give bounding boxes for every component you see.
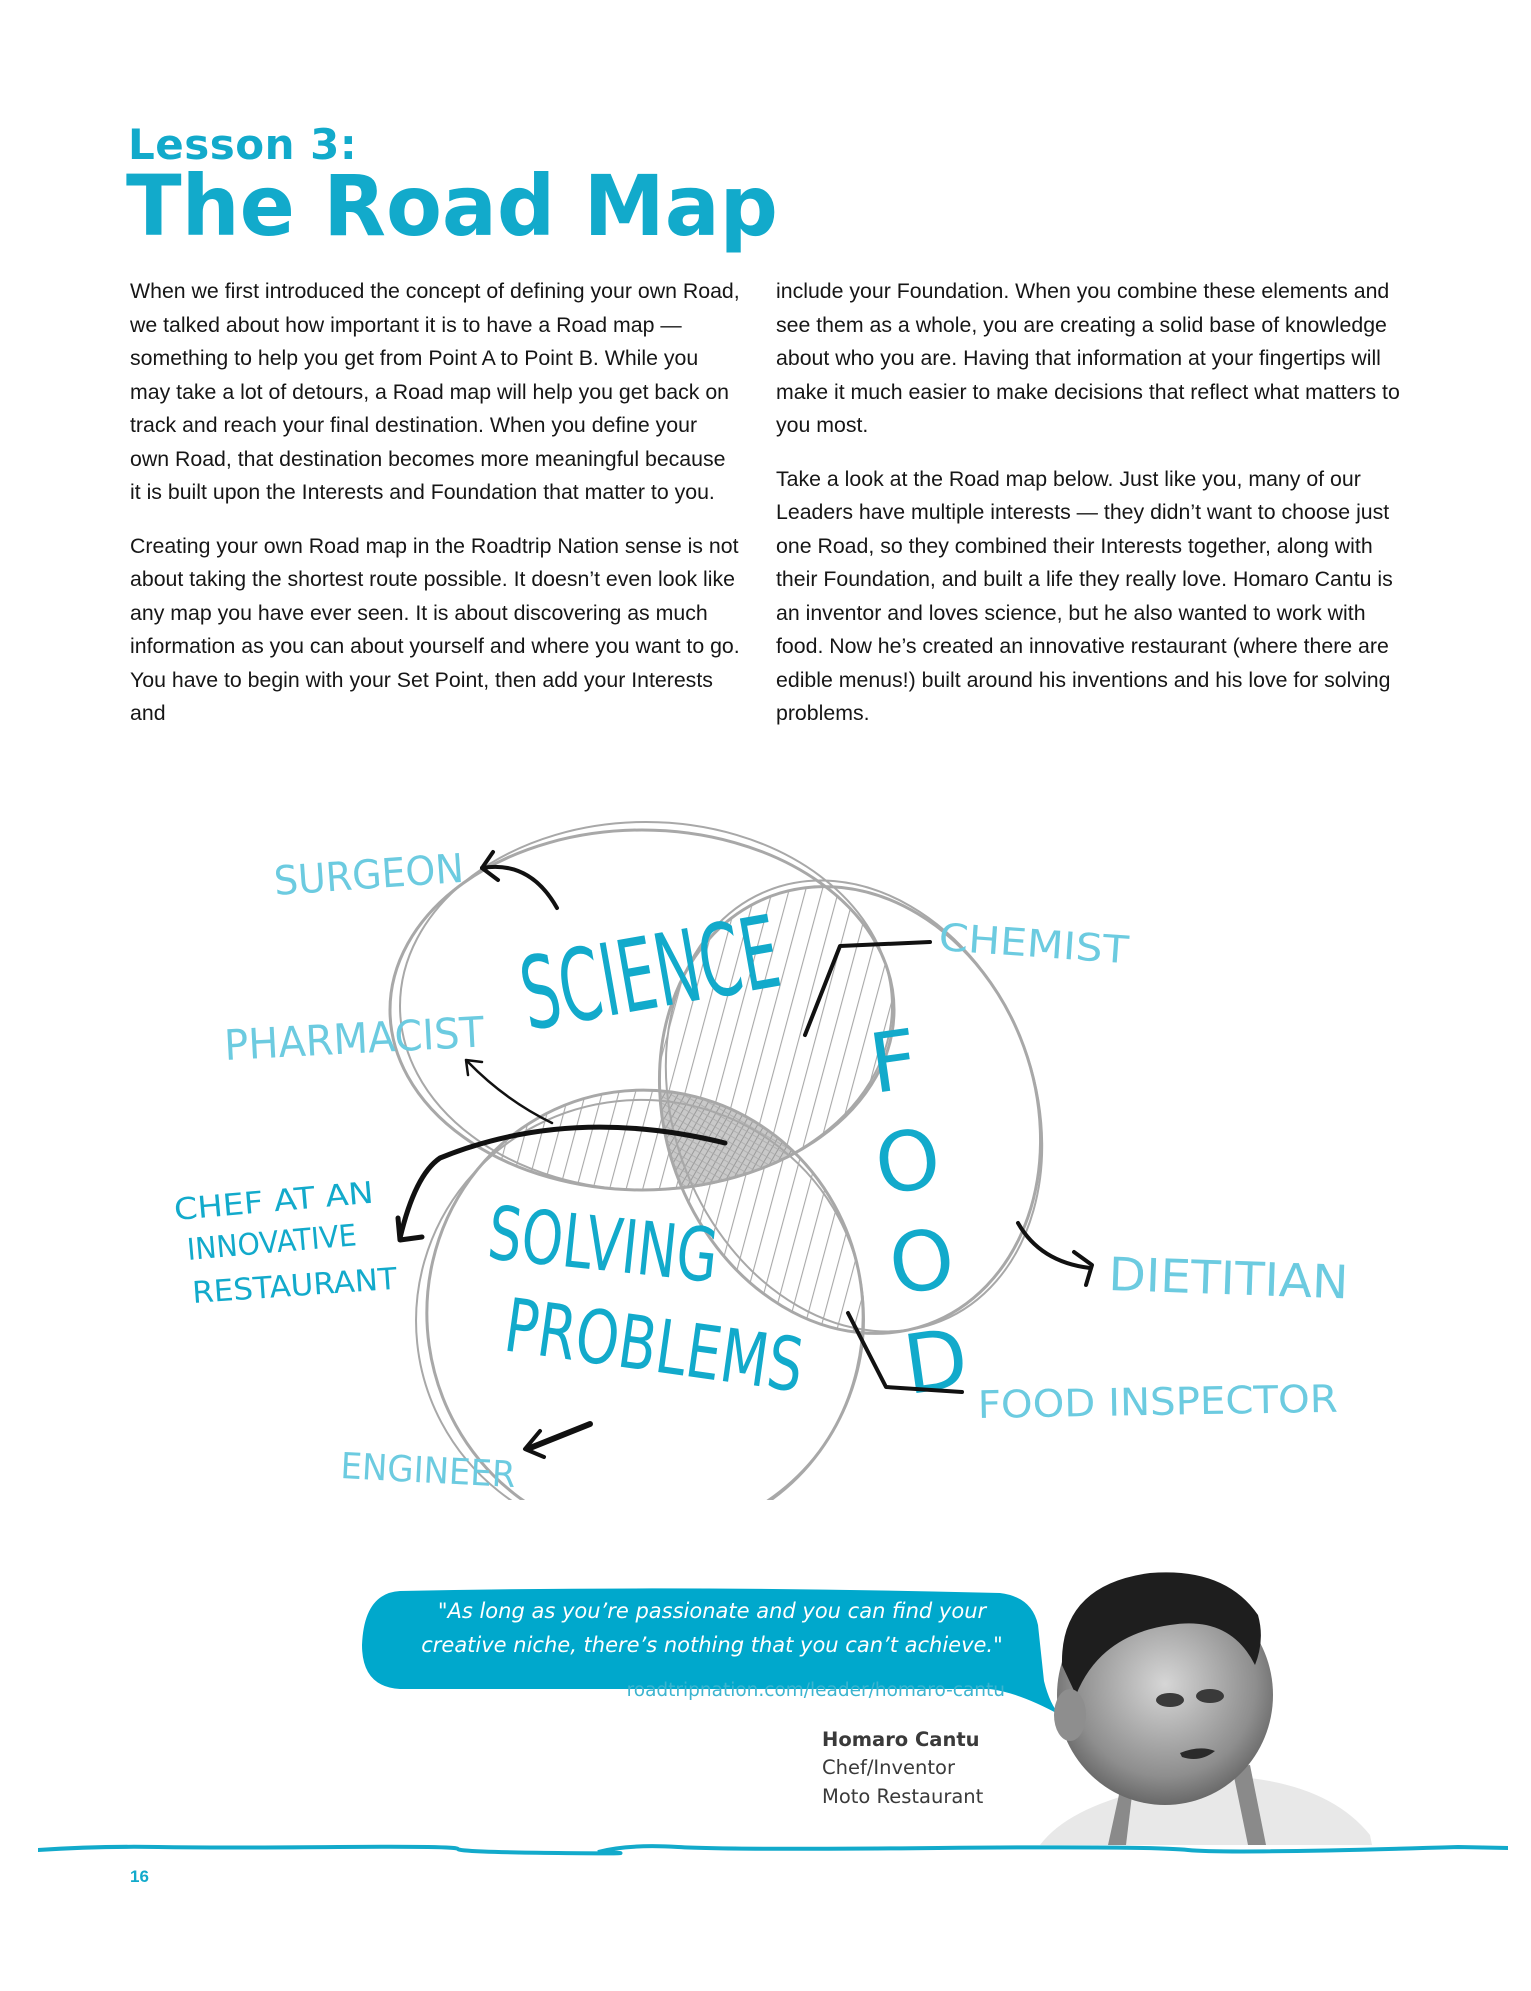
career-pharmacist: PHARMACIST [222, 1006, 499, 1070]
leader-name: Homaro Cantu [822, 1728, 980, 1751]
paragraph: Take a look at the Road map below. Just like you, many of our Leaders have multiple interests — they didn’t want to choose just one Road, so they combined their Interests together, along with their Foundation, and built a life they really love. Homaro Cantu is an inventor and loves science, but he also wanted to work with food. Now he’s created an innovative restaurant (where there are edible menus!) built around his inventions and his love for solving problems. [776, 466, 1393, 725]
leader-role: Chef/Inventor [822, 1756, 956, 1779]
arrow-to-engineer [530, 1424, 590, 1448]
arrow-to-surgeon [482, 867, 557, 908]
eye-right [1196, 1689, 1224, 1703]
body-column-right [776, 275, 1401, 751]
body-column-left [130, 275, 740, 751]
career-surgeon: SURGEON [272, 845, 476, 905]
page-title: The Road Map [126, 157, 779, 255]
leader-organization: Moto Restaurant [822, 1785, 984, 1808]
quote-text: "As long as you’re passionate and you can find your creative niche, there’s nothing that you can’t achieve." [421, 1599, 1003, 1657]
career-chef-line3: RESTAURANT [191, 1262, 392, 1311]
ear [1054, 1689, 1086, 1741]
interest-solving: SOLVING [484, 1190, 815, 1310]
career-chemist: CHEMIST [937, 915, 1111, 971]
career-chef-line2: INNOVATIVE [185, 1217, 369, 1268]
career-dietitian: DIETITIAN [1107, 1247, 1337, 1309]
interest-science: SCIENCE [511, 863, 960, 1054]
paragraph: Creating your own Road map in the Roadtrip Nation sense is not about taking the shortest route possible. It doesn’t even look like any map you have ever seen. It is about discovering as much information as you can about yourself and where you want to go. You have to begin with your Set Point, then add your Interests and [130, 533, 740, 725]
interest-food [840, 1009, 990, 1422]
lesson-label: Lesson 3: [128, 120, 358, 169]
arrow-to-pharmacist [468, 1062, 552, 1123]
career-food-inspector: FOOD INSPECTOR [977, 1377, 1318, 1427]
eye-left [1156, 1693, 1184, 1707]
paragraph: When we first introduced the concept of defining your own Road, we talked about how important it is to have a Road map — something to help you get from Point A to Point B. While you may take a lot of detours, a Road map will help you get back on track and reach your final destination. When you define your own Road, that destination becomes more meaningful because it is built upon the Interests and Foundation that matter to you. [130, 279, 740, 504]
career-engineer: ENGINEER [339, 1446, 528, 1497]
road-map-diagram [0, 800, 1531, 1500]
career-chef-line1: CHEF AT AN [172, 1177, 354, 1228]
arrow-to-dietitian [1018, 1223, 1090, 1268]
page-number: 16 [130, 1867, 149, 1886]
paragraph: include your Foundation. When you combine these elements and see them as a whole, you are creating a solid base of knowledge about who you are. Having that information at your fingertips will make it much easier to make decisions that reflect what matters to you most. [776, 279, 1400, 437]
footer-divider [38, 1838, 1508, 1858]
interest-problems: PROBLEMS [499, 1282, 912, 1425]
leader-photo [1000, 1555, 1400, 1845]
interest-food-text: FOOD [840, 1008, 991, 1423]
leader-profile-link[interactable]: roadtripnation.com/leader/homaro-cantu [626, 1680, 1005, 1701]
